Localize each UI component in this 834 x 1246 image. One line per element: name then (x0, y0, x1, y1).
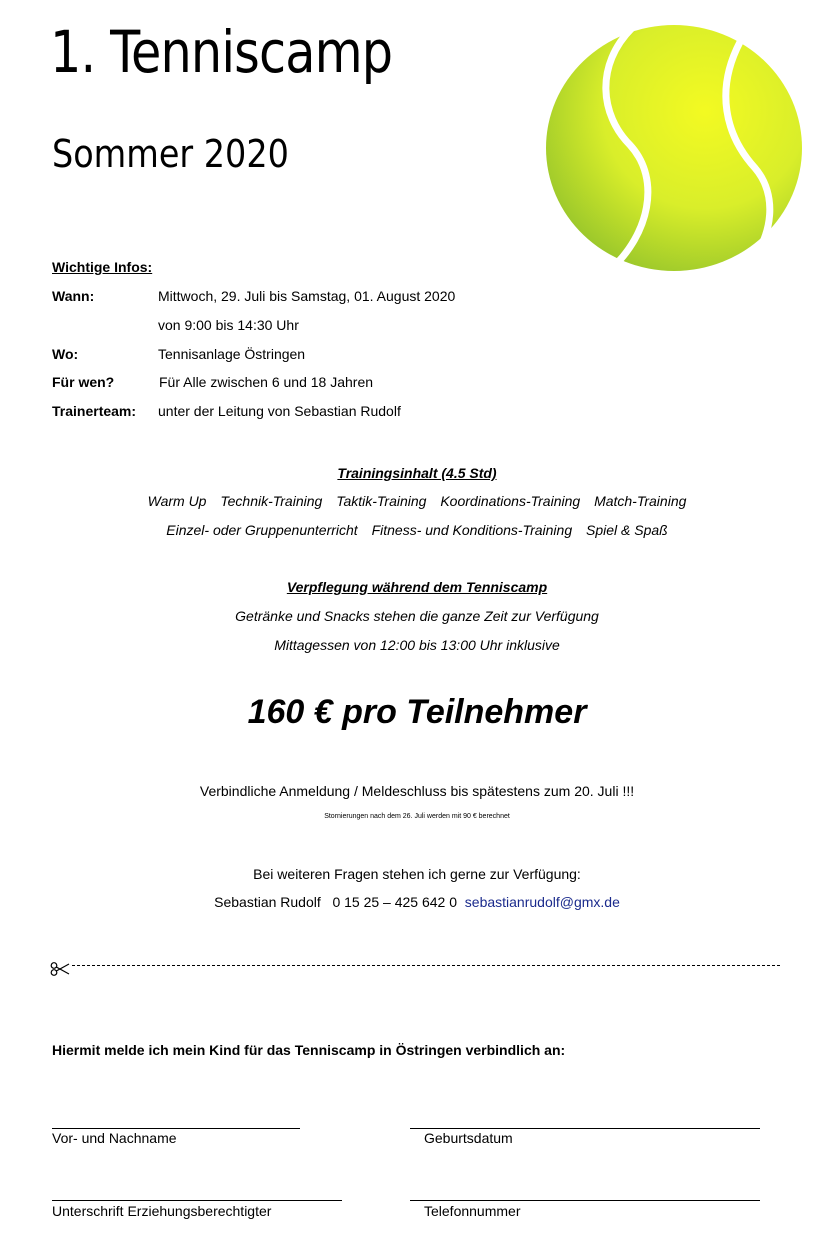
price-headline: 160 € pro Teilnehmer (247, 693, 587, 731)
phone-field-label: Telefonnummer (424, 1203, 521, 1219)
info-label: Wann: (52, 288, 95, 304)
scissors-icon (50, 962, 70, 976)
training-item: Einzel- oder Gruppenunterricht (166, 522, 358, 538)
contact-intro: Bei weiteren Fragen stehen ich gerne zur Verfügung: (253, 866, 581, 882)
signature-field-label: Unterschrift Erziehungsberechtigter (52, 1203, 272, 1219)
info-value: Für Alle zwischen 6 und 18 Jahren (159, 374, 374, 390)
info-value: unter der Leitung von Sebastian Rudolf (158, 403, 401, 419)
training-item: Match-Training (594, 493, 687, 509)
name-field-line[interactable] (52, 1128, 300, 1129)
food-line-2: Mittagessen von 12:00 bis 13:00 Uhr inklusive (274, 637, 560, 653)
contact-line (0, 894, 834, 910)
signature-field-line[interactable] (52, 1200, 342, 1201)
contact-phone: 0 15 25 – 425 642 0 (332, 894, 457, 910)
info-label: Wo: (52, 346, 79, 362)
info-heading: Wichtige Infos: (52, 259, 153, 275)
training-item: Technik-Training (220, 493, 323, 509)
training-item: Taktik-Training (336, 493, 427, 509)
contact-email-link[interactable]: sebastianrudolf@gmx.de (464, 894, 620, 910)
training-heading: Trainingsinhalt (4.5 Std) (337, 465, 497, 481)
name-field-label: Vor- und Nachname (52, 1130, 177, 1146)
tennis-ball-icon (540, 20, 810, 280)
food-heading: Verpflegung während dem Tenniscamp (286, 579, 548, 595)
food-line-1: Getränke und Snacks stehen die ganze Zeit zur Verfügung (235, 608, 599, 624)
birthdate-field-label: Geburtsdatum (424, 1130, 513, 1146)
page-subtitle: Sommer 2020 (52, 132, 289, 176)
info-value: von 9:00 bis 14:30 Uhr (158, 317, 299, 333)
registration-statement: Hiermit melde ich mein Kind für das Tenniscamp in Östringen verbindlich an: (52, 1042, 566, 1058)
page-title: 1. Tenniscamp (50, 18, 393, 86)
info-label: Für wen? (52, 374, 115, 390)
deadline-text: Verbindliche Anmeldung / Meldeschluss bis spätestens zum 20. Juli !!! (199, 783, 635, 799)
dashed-divider (72, 965, 780, 966)
training-item: Fitness- und Konditions-Training (371, 522, 573, 538)
info-label: Trainerteam: (52, 403, 137, 419)
training-item: Spiel & Spaß (586, 522, 668, 538)
cut-line (50, 958, 780, 982)
birthdate-field-line[interactable] (410, 1128, 760, 1129)
info-value: Tennisanlage Östringen (158, 346, 306, 362)
training-item: Koordinations-Training (440, 493, 581, 509)
info-value: Mittwoch, 29. Juli bis Samstag, 01. August 2020 (158, 288, 456, 304)
contact-name: Sebastian Rudolf (214, 894, 321, 910)
phone-field-line[interactable] (410, 1200, 760, 1201)
training-line-1 (0, 493, 834, 509)
training-item: Warm Up (147, 493, 207, 509)
training-line-2 (0, 522, 834, 538)
cancellation-note: Stornierungen nach dem 26. Juli werden mit 90 € berechnet (324, 813, 510, 820)
